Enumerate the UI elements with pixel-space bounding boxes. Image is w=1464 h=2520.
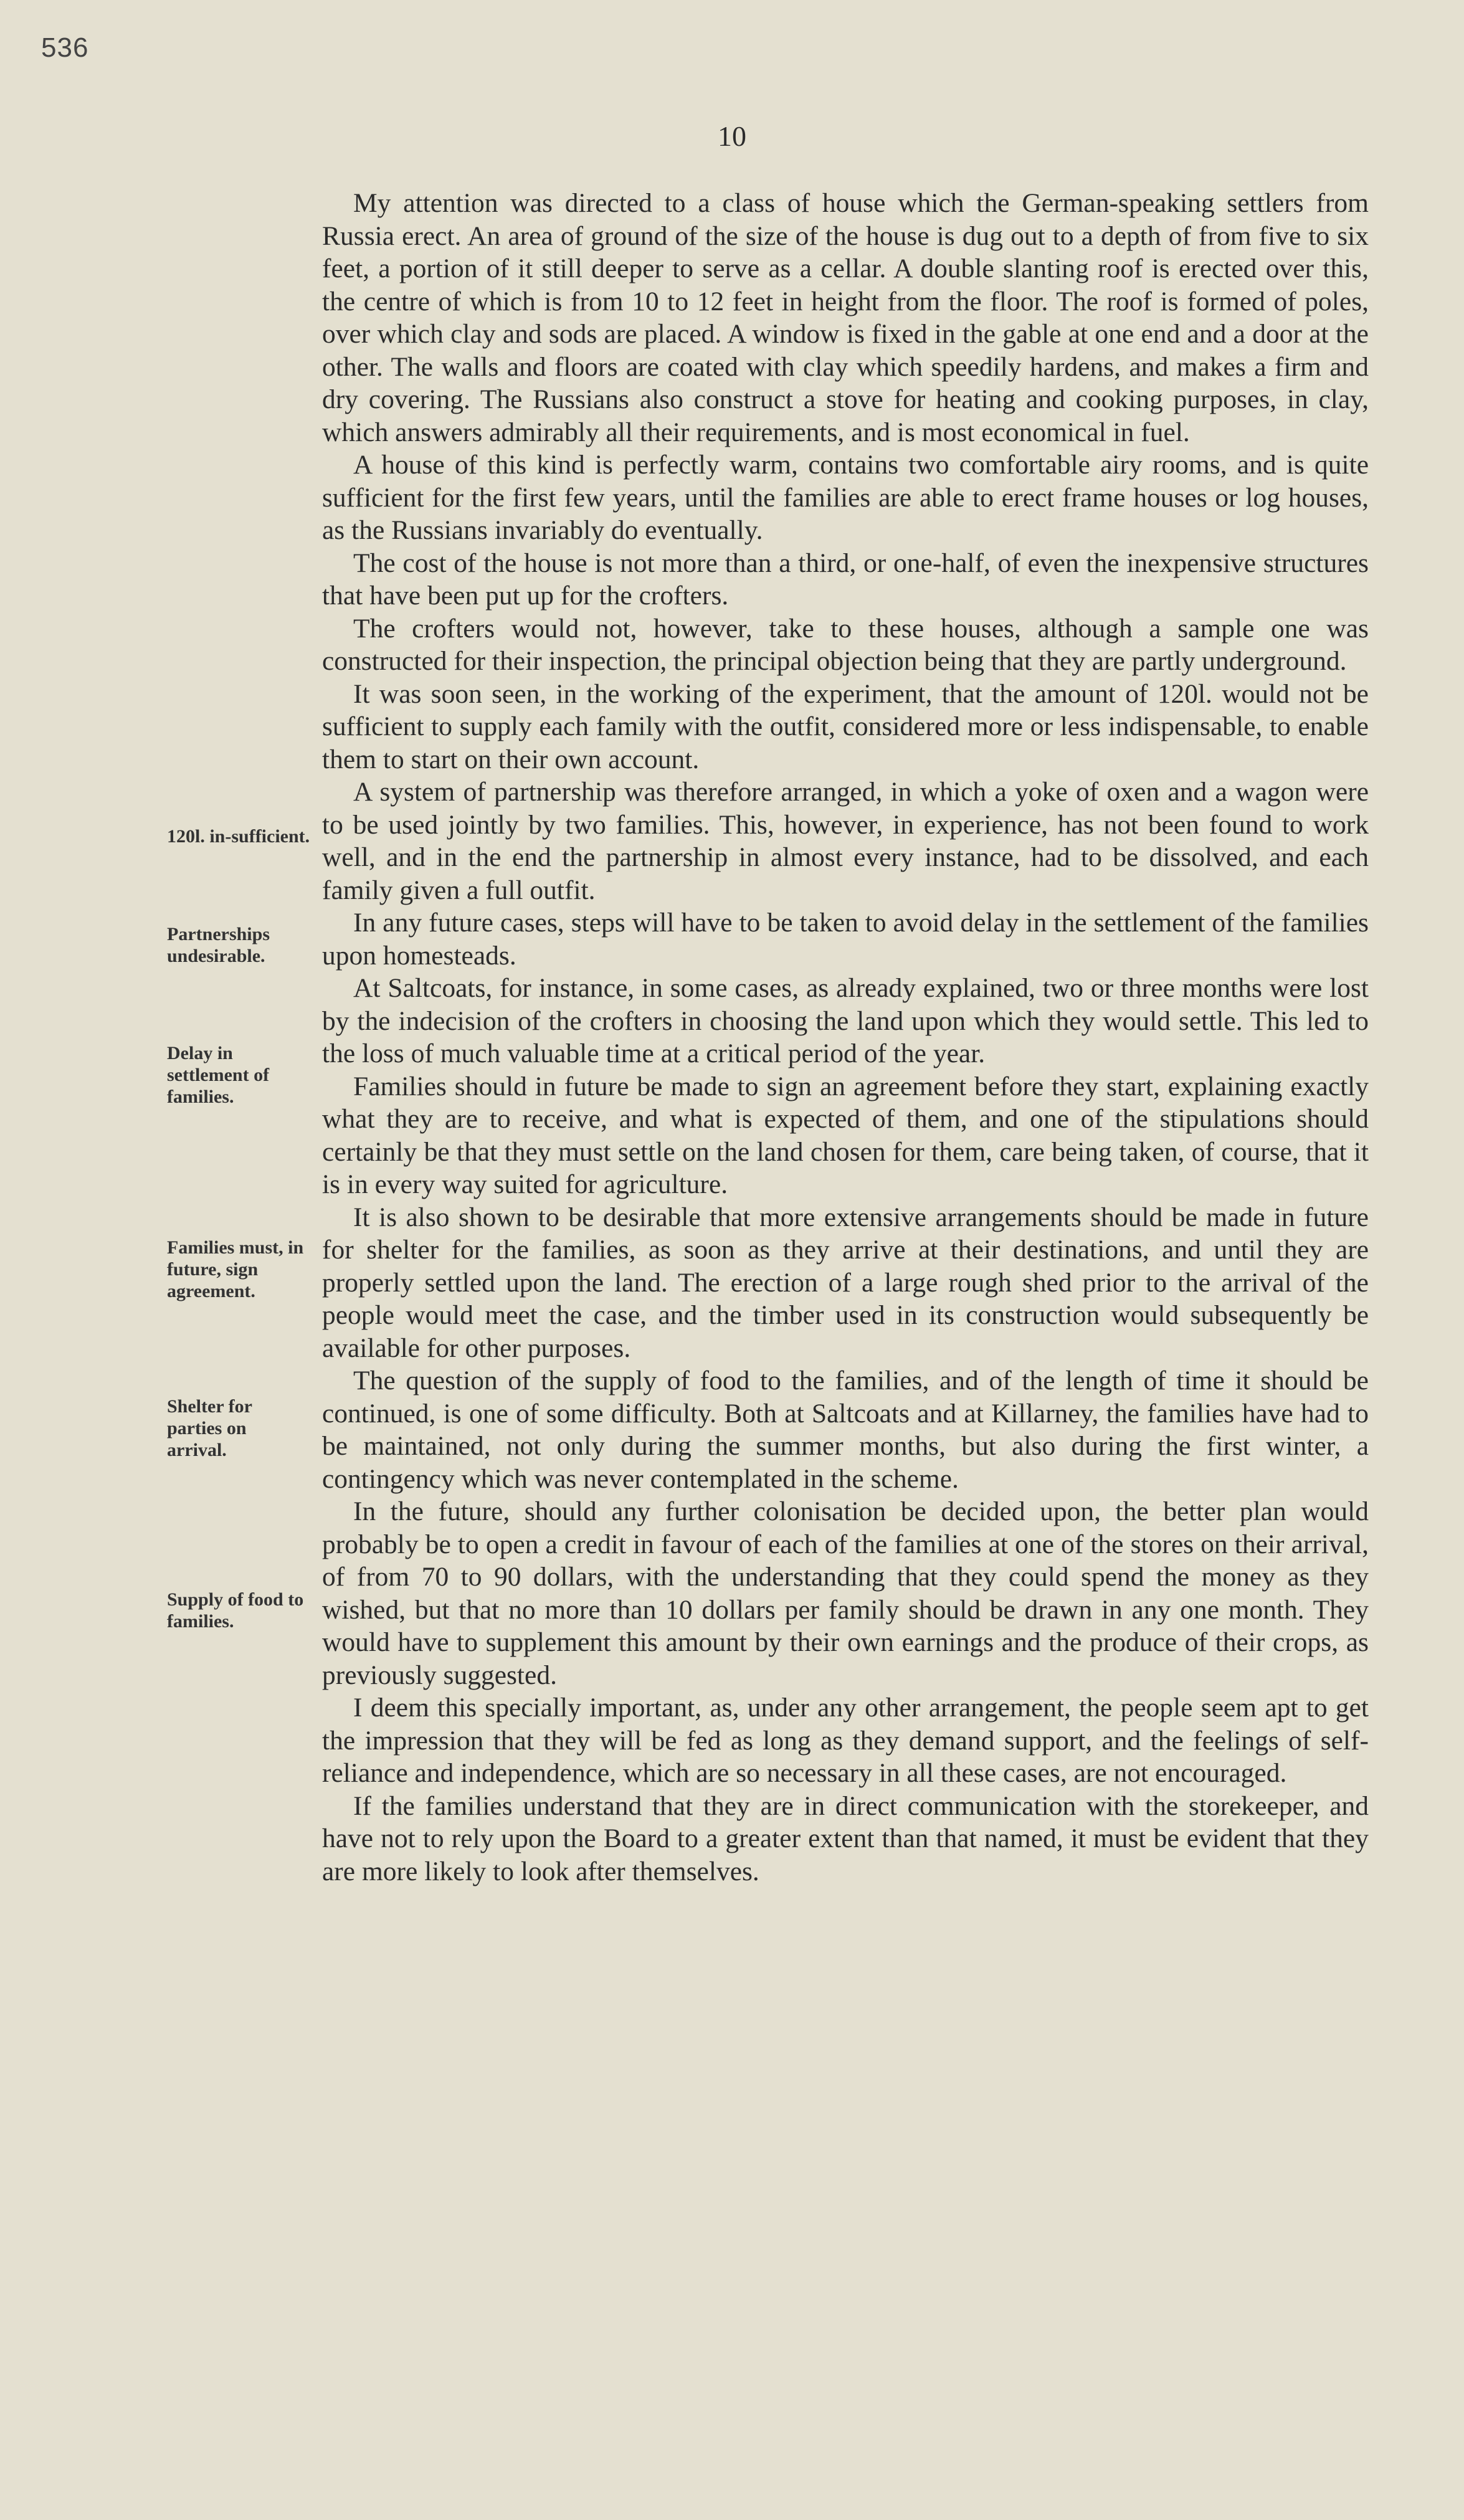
- margin-note-agreement: Families must, in future, sign agreement.: [167, 1237, 304, 1301]
- margin-note-shelter: Shelter for parties on arrival.: [167, 1396, 252, 1460]
- margin-note-insufficient: 120l. in-sufficient.: [167, 826, 310, 847]
- paragraph: Families should in future be made to sign an agreement before they start, explaining exactly what they are to receive, and what is expected of them, and one of the stipulations should certainly be that they must settle on the land chosen for them, care being taken, of course, that it is in every way suited for agriculture.: [322, 1071, 1369, 1199]
- body-text: [322, 187, 1369, 1888]
- paragraph: In any future cases, steps will have to be taken to avoid delay in the settlement of the families upon homesteads.: [322, 908, 1369, 971]
- paragraph: The cost of the house is not more than a third, or one-half, of even the inexpensive structures that have been put up for the crofters.: [322, 548, 1369, 611]
- folio: 10: [718, 120, 746, 152]
- paragraph: It was soon seen, in the working of the experiment, that the amount of 120l. would not be sufficient to supply each family with the outfit, considered more or less indispensable, to enable them to start on their own account.: [322, 678, 1369, 774]
- page-number: 536: [41, 32, 89, 63]
- paragraph: In the future, should any further colonisation be decided upon, the better plan would probably be to open a credit in favour of each of the families at one of the stores on their arrival, of from 70 to 90 dollars, with the understanding that they could spend the money as they wished, but that no more than 10 dollars per family should be drawn in any one month. They would have to supplement this amount by their own earnings and the produce of their crops, as previously suggested.: [322, 1496, 1369, 1690]
- paragraph: A system of partnership was therefore arranged, in which a yoke of oxen and a wagon were to be used jointly by two families. This, however, in experience, has not been found to work well, and in the end the partnership in almost every instance, had to be dissolved, and each family given a full outfit.: [322, 777, 1369, 905]
- paragraph: At Saltcoats, for instance, in some cases, as already explained, two or three months were lost by the indecision of the crofters in choosing the land upon which they would settle. This led to the loss of much valuable time at a critical period of the year.: [322, 973, 1369, 1068]
- paragraph: If the families understand that they are in direct communication with the storekeeper, and have not to rely upon the Board to a greater extent than that named, it must be evident that they are more likely to look after themselves.: [322, 1790, 1369, 1886]
- paragraph: I deem this specially important, as, under any other arrangement, the people seem apt to get the impression that they will be fed as long as they demand support, and the feelings of self-reliance and independence, which are so necessary in all these cases, are not encouraged.: [322, 1693, 1369, 1788]
- margin-note-delay: Delay in settlement of families.: [167, 1043, 270, 1107]
- paragraph: A house of this kind is perfectly warm, contains two comfortable airy rooms, and is quite sufficient for the first few years, until the families are able to erect frame houses or log houses, as the Russians invariably do eventually.: [322, 450, 1369, 545]
- paragraph: The question of the supply of food to the families, and of the length of time it should be continued, is one of some difficulty. Both at Saltcoats and at Killarney, the families have had to be maintained, not only during the summer months, but also during the first winter, a contingency which was never contemplated in the scheme.: [322, 1366, 1369, 1494]
- margin-note-food-supply: Supply of food to families.: [167, 1589, 304, 1632]
- paragraph: It is also shown to be desirable that more extensive arrangements should be made in future for shelter for the families, as soon as they arrive at their destinations, and until they are properly settled upon the land. The erection of a large rough shed prior to the arrival of the people would meet the case, and the timber used in its construction would subsequently be available for other purposes.: [322, 1202, 1369, 1363]
- paragraph: My attention was directed to a class of house which the German-speaking settlers from Russia erect. An area of ground of the size of the house is dug out to a depth of from five to six feet, a portion of it still deeper to serve as a cellar. A double slanting roof is erected over this, the centre of which is from 10 to 12 feet in height from the floor. The roof is formed of poles, over which clay and sods are placed. A window is fixed in the gable at one end and a door at the other. The walls and floors are coated with clay which speedily hardens, and makes a firm and dry covering. The Russians also construct a stove for heating and cooking purposes, in clay, which answers admirably all their requirements, and is most economical in fuel.: [322, 188, 1369, 447]
- margin-note-partnerships: Partnerships undesirable.: [167, 924, 270, 966]
- paragraph: The crofters would not, however, take to these houses, although a sample one was constructed for their inspection, the principal objection being that they are partly underground.: [322, 613, 1369, 676]
